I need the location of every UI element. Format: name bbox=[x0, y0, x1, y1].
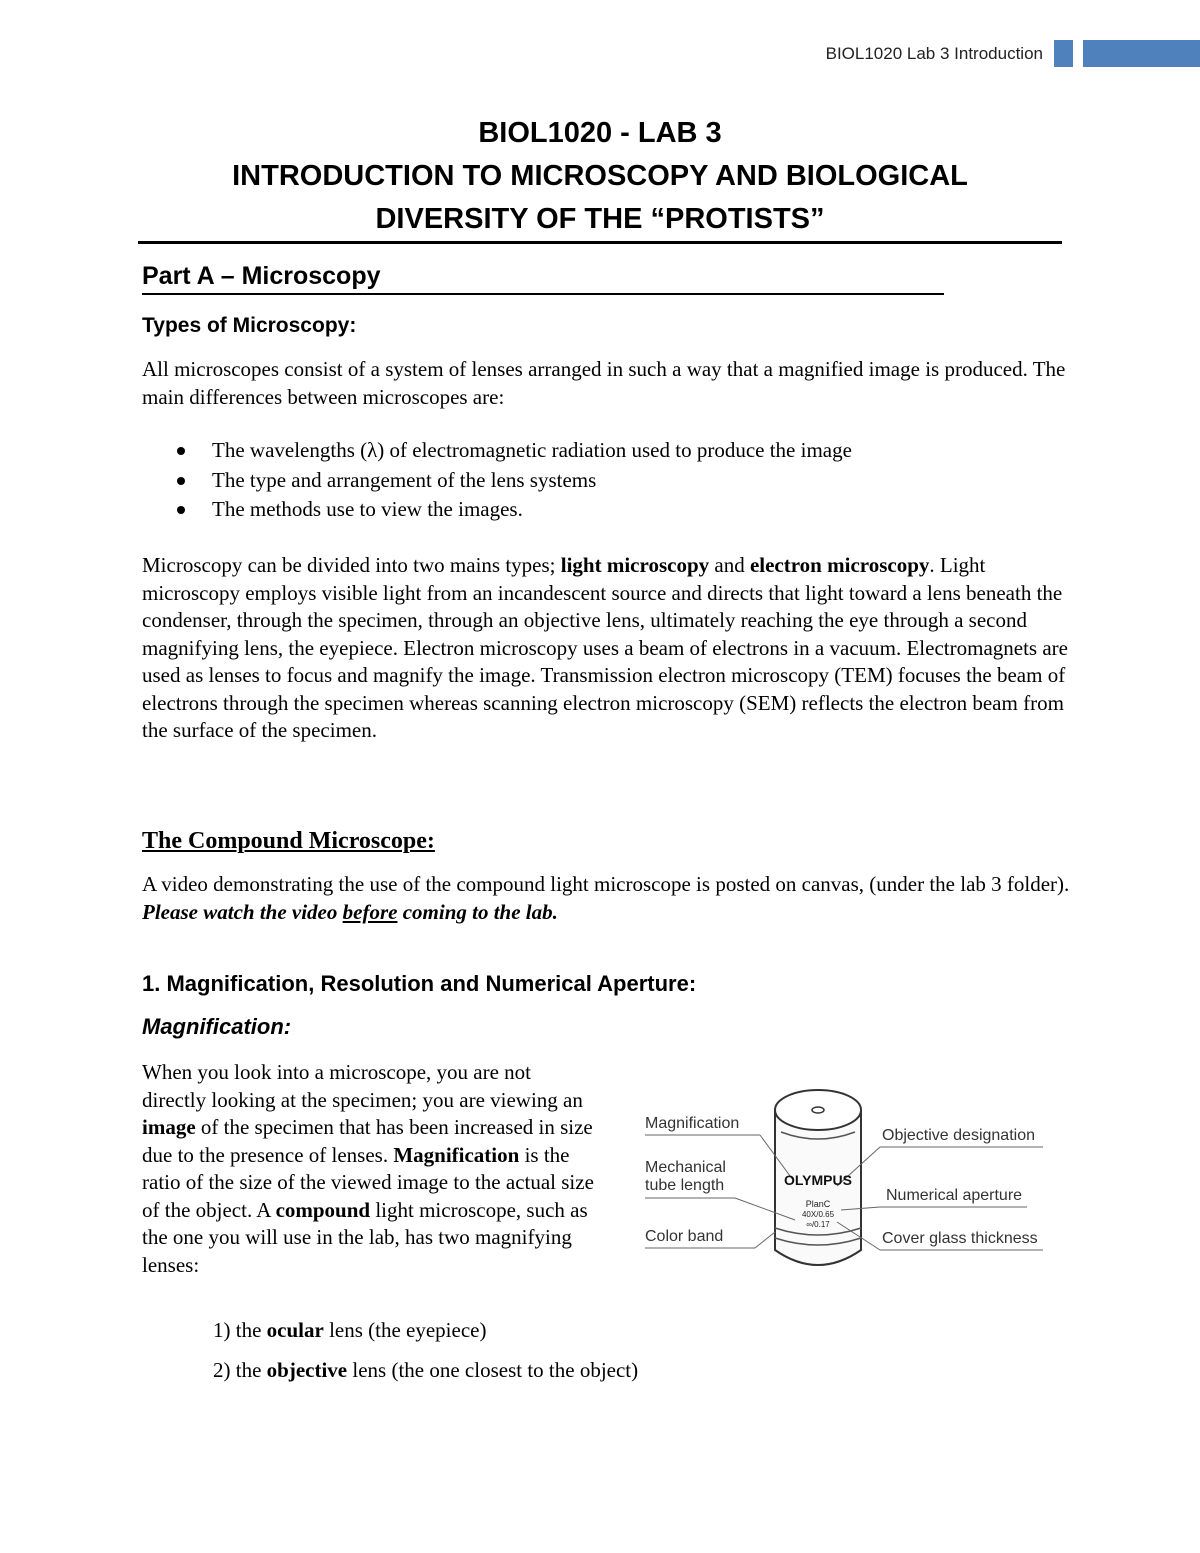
text-run: lens (the one closest to the object) bbox=[347, 1358, 639, 1382]
electron-microscopy-term: electron microscopy bbox=[749, 553, 930, 577]
text-run: 1) the bbox=[213, 1318, 267, 1342]
text-run: 2) the bbox=[213, 1358, 267, 1382]
ocular-term: ocular bbox=[266, 1318, 324, 1342]
ocular-lens-item bbox=[213, 1318, 486, 1343]
compound-microscope-heading: The Compound Microscope: bbox=[142, 828, 435, 854]
title-line-2: INTRODUCTION TO MICROSCOPY AND BIOLOGICAL bbox=[232, 160, 968, 192]
text-run: A video demonstrating the use of the compound light microscope is posted on canvas, (under the lab 3 folder). bbox=[142, 872, 1070, 896]
differences-list bbox=[142, 436, 852, 525]
types-heading: Types of Microscopy: bbox=[142, 314, 357, 337]
light-microscopy-term: light microscopy bbox=[560, 553, 710, 577]
magnification-heading: Magnification: bbox=[142, 1014, 292, 1039]
text-run: and bbox=[709, 553, 750, 577]
part-a-heading: Part A – Microscopy bbox=[142, 262, 944, 295]
objective-lens-figure bbox=[615, 1080, 1055, 1290]
objective-term: objective bbox=[266, 1358, 348, 1382]
magnification-paragraph bbox=[142, 1059, 597, 1279]
text-run: light microscope, such as the one you will use in the lab, has two magnifying lenses: bbox=[142, 1197, 588, 1277]
brand-engraving: OLYMPUS bbox=[784, 1172, 852, 1188]
text-run: of the specimen that has been increased in size due to the presence of lenses. bbox=[142, 1115, 593, 1167]
text-run: Please watch the video bbox=[142, 899, 343, 924]
microscopy-types-paragraph bbox=[142, 552, 1072, 745]
compound-term: compound bbox=[275, 1197, 371, 1222]
text-run: Microscopy can be divided into two mains types; bbox=[142, 553, 561, 577]
label-numerical-aperture: Numerical aperture bbox=[886, 1187, 1023, 1204]
text-run: is the ratio of the size of the viewed image to the actual size of the object. A bbox=[142, 1142, 594, 1222]
label-objective-designation: Objective designation bbox=[882, 1127, 1035, 1144]
label-mechanical: Mechanical bbox=[645, 1159, 726, 1176]
text-run: . Light microscopy employs visible light from an incandescent source and directs that light toward a lens beneath the condenser, through the specimen, through an objective lens, ultimately reaching the eye through a second magnifying lens, the eyepiece. Electron microscopy uses a beam of electrons in a vacuum. Electromagnets are used as lenses to focus and magnify the image. Transmission electron microscopy (TEM) focuses the beam of electrons through the specimen whereas scanning electron microscopy (SEM) reflects the electron beam from the surface of the specimen. bbox=[142, 553, 1068, 742]
list-item: The type and arrangement of the lens systems bbox=[142, 466, 852, 496]
label-tube-length: tube length bbox=[645, 1177, 725, 1194]
header-accent-block-small bbox=[1054, 40, 1073, 67]
header-accent-block-large bbox=[1083, 40, 1200, 67]
label-cover-glass-thickness: Cover glass thickness bbox=[882, 1230, 1038, 1247]
title-line-1: BIOL1020 - LAB 3 bbox=[478, 117, 722, 149]
list-item: The wavelengths (λ) of electromagnetic radiation used to produce the image bbox=[142, 436, 852, 466]
section-1-heading: 1. Magnification, Resolution and Numerical Aperture: bbox=[142, 971, 697, 996]
label-color-band: Color band bbox=[645, 1228, 724, 1245]
running-header: BIOL1020 Lab 3 Introduction bbox=[825, 44, 1043, 63]
magnification-term: Magnification bbox=[393, 1142, 520, 1167]
image-term: image bbox=[142, 1115, 196, 1139]
label-magnification: Magnification bbox=[645, 1115, 740, 1132]
objective-lens-item bbox=[213, 1358, 638, 1383]
watch-note bbox=[142, 900, 558, 924]
text-run: coming to the lab. bbox=[397, 899, 558, 924]
plan-engraving: PlanC bbox=[805, 1199, 831, 1209]
video-paragraph bbox=[142, 871, 1072, 926]
magnification-engraving: 40X/0.65 bbox=[801, 1210, 835, 1219]
text-run: lens (the eyepiece) bbox=[323, 1318, 487, 1342]
title-line-3: DIVERSITY OF THE “PROTISTS” bbox=[375, 203, 825, 235]
document-title bbox=[138, 112, 1062, 244]
cover-glass-engraving: ∞/0.17 bbox=[806, 1220, 830, 1229]
list-item: The methods use to view the images. bbox=[142, 495, 852, 525]
emphasis-before: before bbox=[342, 899, 398, 924]
text-run: When you look into a microscope, you are not directly looking at the specimen; you are viewing an bbox=[142, 1060, 583, 1112]
types-intro-paragraph: All microscopes consist of a system of lenses arranged in such a way that a magnified image is produced. The main differences between microscopes are: bbox=[142, 357, 1066, 409]
